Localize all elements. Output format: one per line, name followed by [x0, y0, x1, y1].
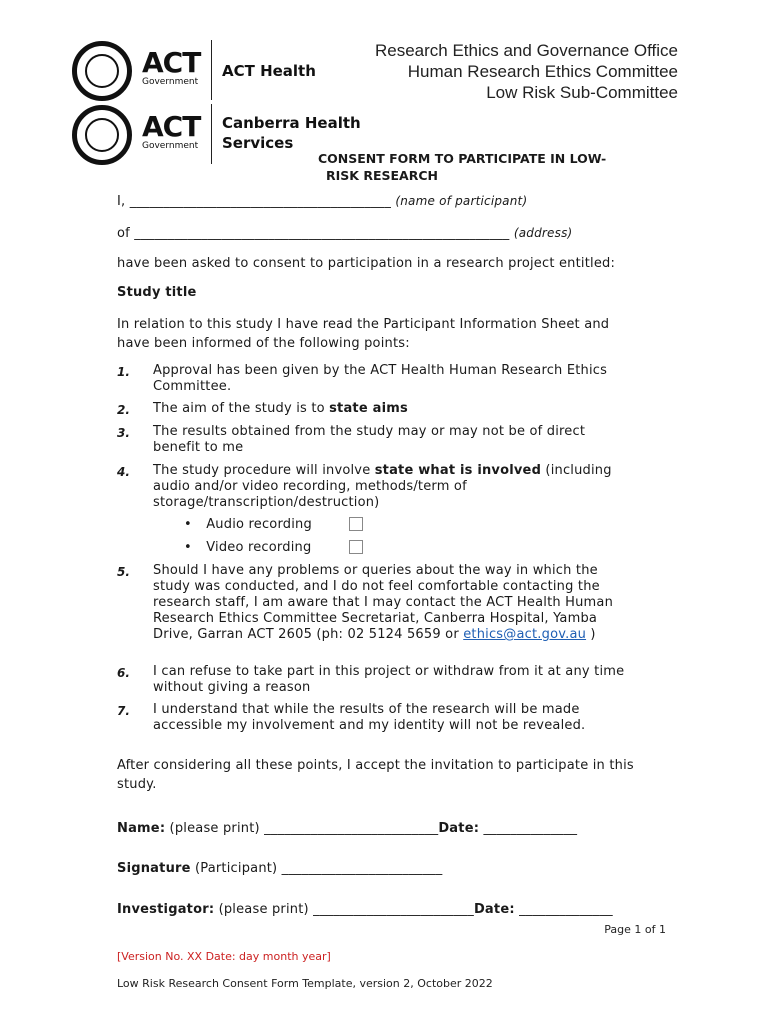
- version-note: [Version No. XX Date: day month year]: [117, 950, 331, 963]
- point-3: The results obtained from the study may or may not be of direct benefit to me: [153, 424, 586, 455]
- participant-name-field[interactable]: _______________________________________: [129, 194, 392, 209]
- point-number: 5.: [117, 565, 130, 579]
- point-7: I understand that while the results of the research will be made accessible my involvement and my identity will not be revealed.: [153, 702, 586, 733]
- point-1: Approval has been given by the ACT Health Human Research Ethics Committee.: [153, 363, 608, 394]
- intro-text: In relation to this study I have read the Participant Information Sheet and have been informed of the following points:: [117, 317, 610, 351]
- form-title: CONSENT FORM TO PARTICIPATE IN LOW- RISK RESEARCH: [318, 151, 607, 183]
- ethics-email-link[interactable]: ethics@act.gov.au: [463, 627, 587, 642]
- logo-sub: Government: [142, 77, 199, 87]
- point-number: 6.: [117, 666, 130, 680]
- divider: [211, 104, 212, 164]
- footer-text: Low Risk Research Consent Form Template, version 2, October 2022: [117, 977, 493, 990]
- signature-field[interactable]: ________________________: [281, 861, 443, 876]
- bullet: •: [184, 540, 192, 555]
- investigator-field[interactable]: ________________________: [313, 902, 474, 917]
- org-name-line2: Services: [222, 134, 294, 152]
- address-line: of ________________________________________________________ (address): [117, 226, 573, 241]
- participant-line: I, _______________________________________ (name of participant): [117, 194, 528, 209]
- org-name: ACT Health: [222, 62, 316, 80]
- divider: [211, 40, 212, 100]
- org-name-line1: Canberra Health: [222, 114, 361, 132]
- point-4: The study procedure will involve state what is involved (including audio and/or video recording, methods/term of storage/transcription/destruction): [153, 463, 612, 510]
- logo-brand: ACT: [142, 110, 201, 143]
- investigator-line: Investigator: (please print) ________________________Date: ______________: [117, 902, 613, 917]
- study-title: Study title: [117, 285, 197, 300]
- point-number: 7.: [117, 704, 130, 718]
- name-field[interactable]: __________________________: [264, 821, 439, 836]
- option-video: • Video recording: [184, 540, 312, 555]
- point-number: 1.: [117, 365, 130, 379]
- logo-brand: ACT: [142, 46, 201, 79]
- point-5: Should I have any problems or queries about the way in which the study was conducted, and I do not feel comfortable contacting the research staff, I am aware that I may contact the ACT Health Human Research Ethics Committee Secretariat, Canberra Hospital, Yamba Drive, Garran ACT 2605 (ph: 02 5124 5659 or ethics@act.gov.au ): [153, 563, 614, 642]
- office-header: [318, 40, 678, 103]
- bullet: •: [184, 517, 192, 532]
- investigator-date-field[interactable]: ______________: [514, 902, 613, 917]
- option-audio: • Audio recording: [184, 517, 312, 532]
- header-line1: Research Ethics and Governance Office: [374, 41, 678, 60]
- signature-line: Signature (Participant) ________________________: [117, 861, 443, 876]
- header-line3: Low Risk Sub-Committee: [486, 83, 678, 102]
- date-field[interactable]: ______________: [479, 821, 578, 836]
- video-recording-checkbox[interactable]: [349, 540, 363, 554]
- point-6: I can refuse to take part in this project or withdraw from it at any time without giving a reason: [153, 664, 625, 695]
- accept-text: After considering all these points, I accept the invitation to participate in this study.: [117, 758, 634, 792]
- point-number: 2.: [117, 403, 130, 417]
- audio-recording-checkbox[interactable]: [349, 517, 363, 531]
- point-2: The aim of the study is to state aims: [153, 401, 408, 416]
- header-line2: Human Research Ethics Committee: [407, 62, 678, 81]
- point-number: 4.: [117, 465, 130, 479]
- coat-of-arms-icon: [72, 41, 132, 101]
- address-field[interactable]: ________________________________________________________: [134, 226, 510, 241]
- asked-text: have been asked to consent to participation in a research project entitled:: [117, 256, 616, 271]
- coat-of-arms-icon: [72, 105, 132, 165]
- logo-sub: Government: [142, 141, 199, 151]
- point-number: 3.: [117, 426, 130, 440]
- name-line: Name: (please print) __________________________Date: ______________: [117, 821, 578, 836]
- page-number: Page 1 of 1: [604, 923, 666, 936]
